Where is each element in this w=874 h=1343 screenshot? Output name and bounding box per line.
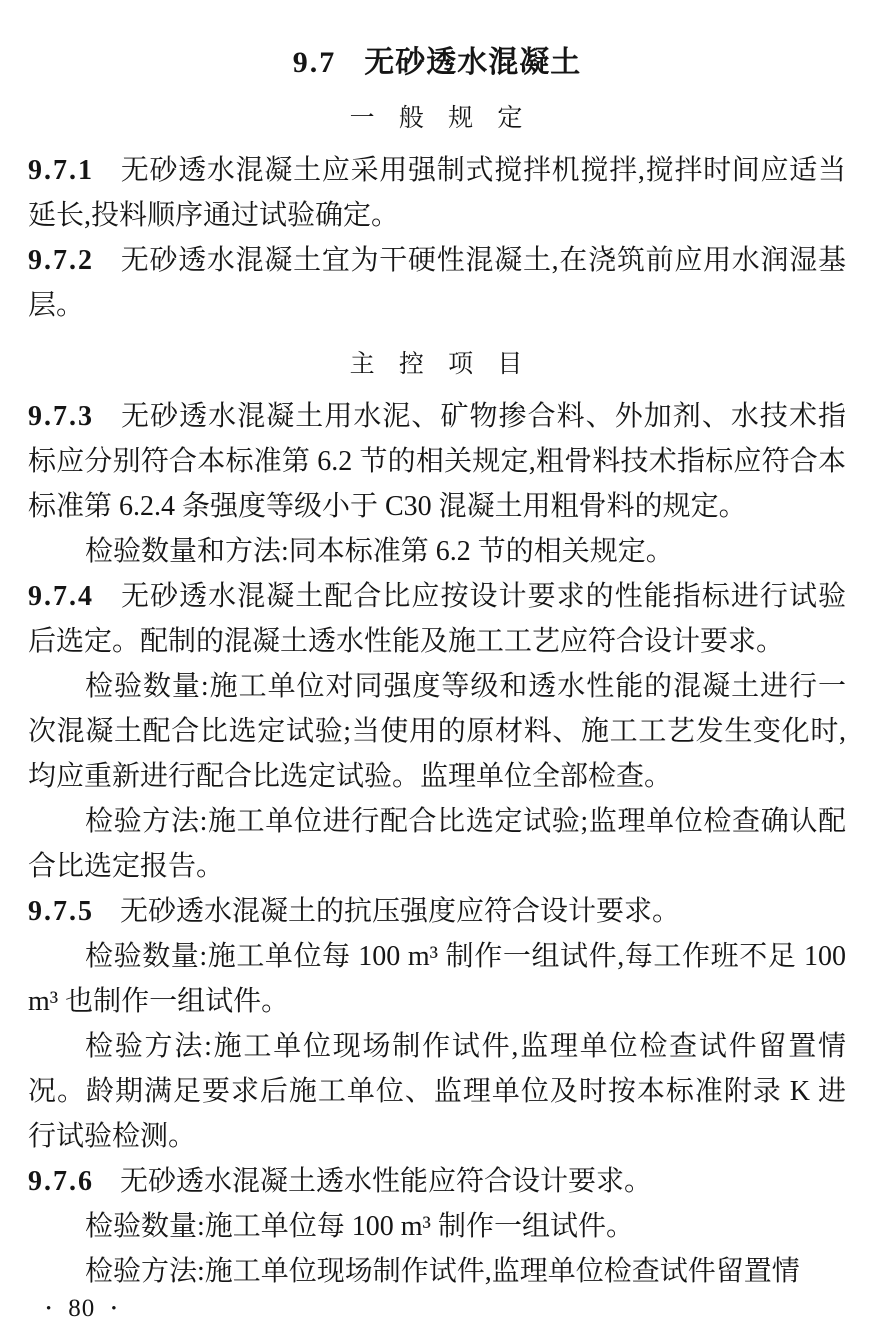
clause-9-7-1 bbox=[28, 148, 846, 238]
subsection-heading-dominant-items: 主 控 项 目 bbox=[349, 351, 525, 378]
inspection-quantity-9-7-5: 检验数量:施工单位每 100 m³ 制作一组试件,每工作班不足 100 m³ 也制作一组试件。 bbox=[28, 941, 846, 1017]
clause-text: 无砂透水混凝土配合比应按设计要求的性能指标进行试验后选定。配制的混凝土透水性能及施工工艺应符合设计要求。 bbox=[28, 581, 846, 657]
clause-text: 无砂透水混凝土透水性能应符合设计要求。 bbox=[120, 1166, 653, 1197]
clause-text: 无砂透水混凝土用水泥、矿物掺合料、外加剂、水技术指标应分别符合本标准第 6.2 节的相关规定,粗骨料技术指标应符合本标准第 6.2.4 条强度等级小于 C30 混凝土用粗骨料的规定。 bbox=[28, 401, 846, 522]
inspection-method-9-7-5: 检验方法:施工单位现场制作试件,监理单位检查试件留置情况。龄期满足要求后施工单位、监理单位及时按本标准附录 K 进行试验检测。 bbox=[28, 1031, 846, 1152]
section-number: 9.7 bbox=[292, 46, 337, 79]
clause-9-7-6 bbox=[28, 1159, 846, 1204]
clause-text: 无砂透水混凝土应采用强制式搅拌机搅拌,搅拌时间应适当延长,投料顺序通过试验确定。 bbox=[28, 155, 846, 231]
inspection-method-9-7-6: 检验方法:施工单位现场制作试件,监理单位检查试件留置情 bbox=[85, 1256, 800, 1287]
subsection-heading-general-provisions: 一 般 规 定 bbox=[349, 105, 525, 132]
page-number: 80 bbox=[68, 1295, 96, 1322]
clause-number: 9.7.1 bbox=[28, 155, 94, 186]
clause-9-7-2 bbox=[28, 238, 846, 328]
clause-9-7-4 bbox=[28, 574, 846, 664]
section-title-text: 无砂透水混凝土 bbox=[364, 46, 582, 79]
clause-number: 9.7.6 bbox=[28, 1166, 94, 1197]
inspection-method-9-7-4: 检验方法:施工单位进行配合比选定试验;监理单位检查确认配合比选定报告。 bbox=[28, 806, 846, 882]
clause-text: 无砂透水混凝土的抗压强度应符合设计要求。 bbox=[120, 896, 681, 927]
clause-9-7-5 bbox=[28, 889, 846, 934]
page-footer bbox=[46, 1295, 118, 1323]
clause-number: 9.7.3 bbox=[28, 401, 94, 432]
inspection-quantity-9-7-4: 检验数量:施工单位对同强度等级和透水性能的混凝土进行一次混凝土配合比选定试验;当使用的原材料、施工工艺发生变化时,均应重新进行配合比选定试验。监理单位全部检查。 bbox=[28, 671, 846, 792]
section-title bbox=[28, 44, 846, 82]
inspection-note-9-7-3: 检验数量和方法:同本标准第 6.2 节的相关规定。 bbox=[85, 536, 674, 567]
footer-right-dot: • bbox=[111, 1301, 118, 1317]
clause-9-7-3 bbox=[28, 394, 846, 529]
clause-number: 9.7.2 bbox=[28, 245, 94, 276]
clause-text: 无砂透水混凝土宜为干硬性混凝土,在浇筑前应用水润湿基层。 bbox=[28, 245, 846, 321]
clause-number: 9.7.5 bbox=[28, 896, 94, 927]
clause-number: 9.7.4 bbox=[28, 581, 94, 612]
inspection-quantity-9-7-6: 检验数量:施工单位每 100 m³ 制作一组试件。 bbox=[85, 1211, 634, 1242]
footer-left-dot: • bbox=[46, 1301, 53, 1317]
